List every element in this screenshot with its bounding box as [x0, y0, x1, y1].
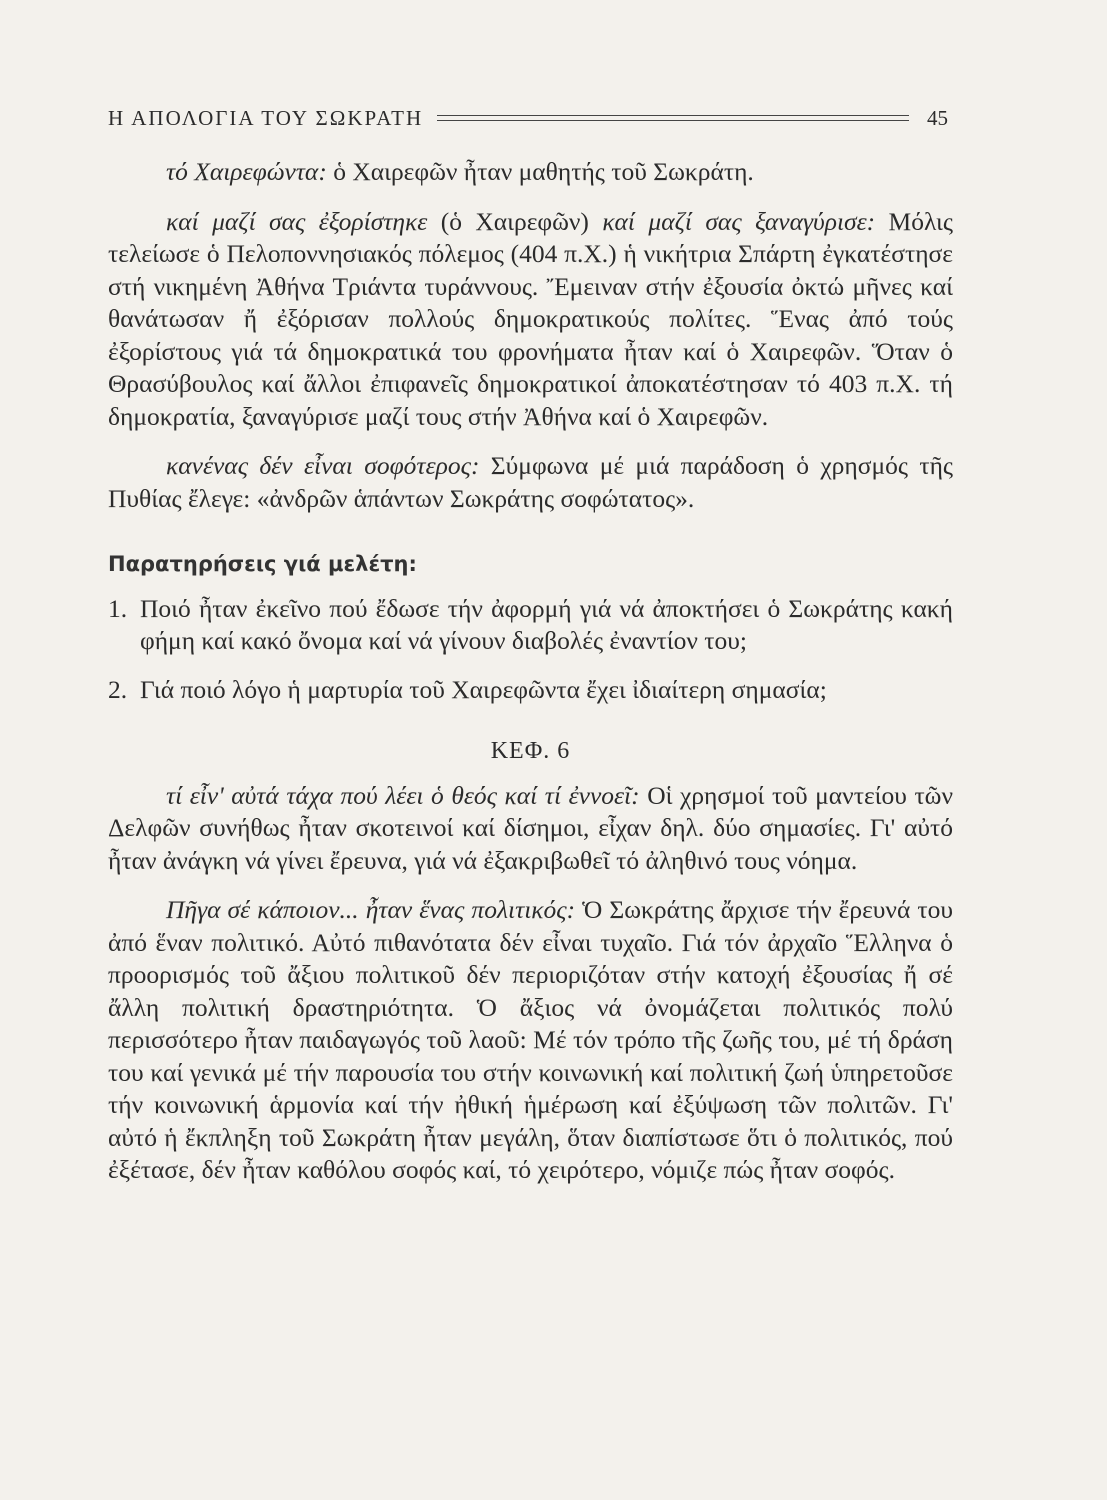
- note-text: ὁ Χαιρεφῶν ἦταν μαθητής τοῦ Σωκράτη.: [326, 157, 754, 186]
- question-number: 2.: [108, 674, 128, 704]
- question-number: 1.: [108, 593, 128, 623]
- note-wisest: [108, 450, 953, 515]
- note-text: Σύμφωνα μέ μιά παράδοση ὁ χρησμός τῆς Πυθίας ἔλεγε: «ἀνδρῶν ἁπάντων Σωκράτης σοφώτατος».: [108, 451, 954, 513]
- note-text: Ὁ Σωκράτης ἄρχισε τήν ἔρευνά του ἀπό ἕναν πολιτικό. Αὐτό πιθανότατα δέν εἶναι τυχαῖο. Γιά τόν ἀρχαῖο Ἕλληνα ὁ προορισμός τοῦ ἄξιου πολιτικοῦ δέν περιοριζόταν στήν κατοχή ἐξουσίας ἤ σέ ἄλλη πολιτική δραστηριότητα. Ὁ ἄξιος νά ὀνομάζεται πολιτικός πολύ περισσότερο ἦταν παιδαγωγός τοῦ λαοῦ: Μέ τόν τρόπο τῆς ζωῆς του, μέ τή δράση του καί γενικά μέ τήν παρουσία του στήν κοινωνική καί πολιτική ζωή ὑπηρετοῦσε τήν κοινωνική ἁρμονία καί τήν ἠθική ἡμέρωση καί ἐξύψωση τῶν πολιτῶν. Γι' αὐτό ἡ ἔκπληξη τοῦ Σωκράτη ἦταν μεγάλη, ὅταν διαπίστωσε ὅτι ὁ πολιτικός, πού ἐξέτασε, δέν ἦταν καθόλου σοφός καί, τό χειρότερο, νόμιζε πώς ἦταν σοφός.: [108, 895, 953, 1184]
- note-lemma: τί εἶν' αὐτά τάχα πού λέει ὁ θεός καί τί ἐννοεῖ:: [166, 780, 640, 810]
- note-lemma: καί μαζί σας ἐξορίστηκε: [166, 206, 428, 236]
- study-question: [108, 593, 953, 658]
- question-text: Γιά ποιό λόγο ἡ μαρτυρία τοῦ Χαιρεφῶντα ἔχει ἰδιαίτερη σημασία;: [140, 674, 827, 704]
- note-text: (ὁ Χαιρεφῶν): [427, 206, 603, 236]
- note-text: Μόλις τελείωσε ὁ Πελοποννησιακός πόλεμος (404 π.Χ.) ἡ νικήτρια Σπάρτη ἐγκατέστησε στή νικημένη Ἀθήνα Τριάντα τυράννους. Ἔμειναν στήν ἐξουσία ὀκτώ μῆνες καί θανάτωσαν ἤ ἐξόρισαν πολλούς δημοκρατικούς πολίτες. Ἕνας ἀπό τούς ἐξορίστους γιά τά δημοκρατικά του φρονήματα ἦταν καί ὁ Χαιρεφῶν. Ὅταν ὁ Θρασύβουλος καί ἄλλοι ἐπιφανεῖς δημοκρατικοί ἀποκατέστησαν τό 403 π.Χ. τή δημοκρατία, ξαναγύρισε μαζί τους στήν Ἀθήνα καί ὁ Χαιρεφῶν.: [108, 206, 953, 431]
- running-title: Η ΑΠΟΛΟΓΙΑ ΤΟΥ ΣΩΚΡΑΤΗ: [108, 105, 424, 130]
- note-lemma: καί μαζί σας ξαναγύρισε:: [602, 206, 876, 236]
- study-questions: [108, 593, 953, 707]
- running-header: [108, 102, 948, 134]
- note-exile: [108, 206, 953, 434]
- note-oracle-meaning: [108, 780, 953, 878]
- chapter-heading: ΚΕΦ. 6: [490, 738, 571, 764]
- page-body: [108, 156, 953, 1187]
- note-lemma: τό Χαιρεφώντα:: [166, 157, 327, 186]
- study-question: [108, 674, 953, 707]
- note-lemma: κανένας δέν εἶναι σοφότερος:: [166, 451, 480, 480]
- note-politician: [108, 894, 953, 1187]
- note-chaerephon: [108, 156, 953, 189]
- header-rule: [437, 115, 909, 121]
- note-lemma: Πῆγα σέ κάποιον... ἦταν ἕνας πολιτικός:: [166, 895, 576, 924]
- page-number: 45: [927, 105, 948, 130]
- note-text: Οἱ χρησμοί τοῦ μαντείου τῶν Δελφῶν συνήθως ἦταν σκοτεινοί καί δίσημοι, εἶχαν δηλ. δύο σημασίες. Γι' αὐτό ἦταν ἀνάγκη νά γίνει ἔρευνα, γιά νά ἐξακριβωθεῖ τό ἀληθινό τους νόημα.: [108, 780, 953, 875]
- question-text: Ποιό ἦταν ἐκεῖνο πού ἔδωσε τήν ἀφορμή γιά νά ἀποκτήσει ὁ Σωκράτης κακή φήμη καί κακό ὄνομα καί νά γίνουν διαβολές ἐναντίον του;: [140, 593, 953, 655]
- study-notes-title: Παρατηρήσεις γιά μελέτη:: [108, 552, 417, 576]
